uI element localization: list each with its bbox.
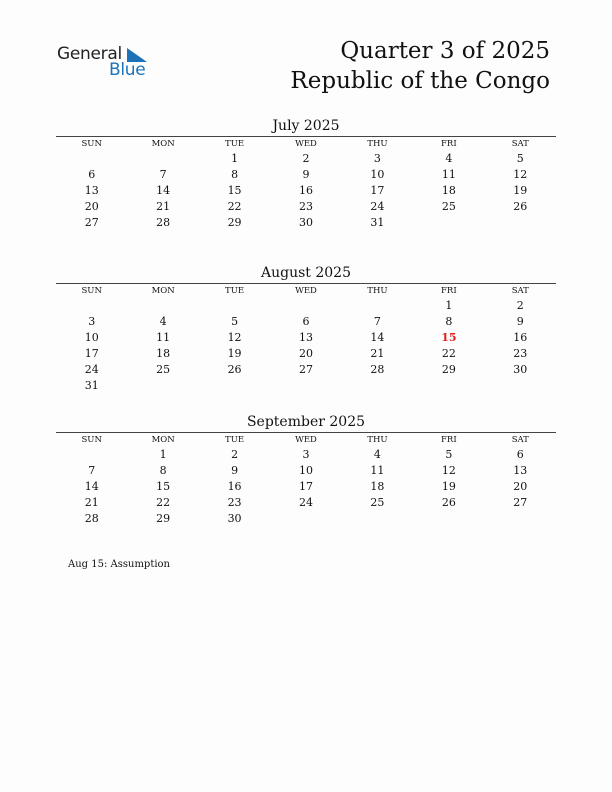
day-cell: 17 xyxy=(298,480,313,493)
day-cell: 30 xyxy=(513,363,528,376)
day-cell: 23 xyxy=(298,200,313,213)
day-cell: 13 xyxy=(84,184,99,197)
empty-day-cell xyxy=(413,215,484,231)
empty-day-cell xyxy=(342,298,413,314)
day-cell: 10 xyxy=(84,331,99,344)
day-cell: 29 xyxy=(441,363,456,376)
week-row xyxy=(56,183,556,199)
day-cell: 26 xyxy=(441,496,456,509)
empty-day-cell xyxy=(270,378,341,394)
day-cell: 15 xyxy=(441,331,457,344)
day-cell: 17 xyxy=(84,347,99,360)
day-cell: 10 xyxy=(370,168,385,181)
day-cell: 30 xyxy=(227,512,242,525)
day-cell: 4 xyxy=(445,152,453,165)
logo xyxy=(57,44,167,82)
weekday-label: FRI xyxy=(441,286,457,296)
weekday-label: SAT xyxy=(511,286,529,296)
week-row xyxy=(56,199,556,215)
day-cell: 3 xyxy=(373,152,381,165)
day-cell: 5 xyxy=(445,448,453,461)
day-cell: 18 xyxy=(370,480,385,493)
week-row xyxy=(56,298,556,314)
day-cell: 25 xyxy=(370,496,385,509)
day-cell: 16 xyxy=(513,331,528,344)
day-cell: 15 xyxy=(227,184,242,197)
day-cell: 27 xyxy=(298,363,313,376)
empty-day-cell xyxy=(413,511,484,527)
weekday-label: WED xyxy=(295,139,317,149)
weekday-label: TUE xyxy=(225,435,245,445)
day-cell: 2 xyxy=(516,299,524,312)
month-august xyxy=(56,264,556,394)
week-row xyxy=(56,463,556,479)
week-row xyxy=(56,362,556,378)
week-row xyxy=(56,495,556,511)
empty-day-cell xyxy=(485,378,556,394)
day-cell: 27 xyxy=(84,216,99,229)
weekday-label: TUE xyxy=(225,139,245,149)
empty-day-cell xyxy=(270,298,341,314)
week-row xyxy=(56,479,556,495)
holiday-notes xyxy=(68,559,170,570)
day-cell: 27 xyxy=(513,496,528,509)
week-row xyxy=(56,346,556,362)
empty-day-cell xyxy=(56,447,127,463)
day-cell: 31 xyxy=(370,216,385,229)
day-cell: 4 xyxy=(159,315,167,328)
day-cell: 7 xyxy=(159,168,167,181)
day-cell: 8 xyxy=(445,315,453,328)
week-row xyxy=(56,511,556,527)
day-cell: 25 xyxy=(156,363,171,376)
week-row xyxy=(56,215,556,231)
day-cell: 19 xyxy=(441,480,456,493)
day-cell: 6 xyxy=(302,315,310,328)
day-cell: 13 xyxy=(513,464,528,477)
weekday-header xyxy=(56,432,556,447)
day-cell: 30 xyxy=(298,216,313,229)
day-cell: 26 xyxy=(227,363,242,376)
day-cell: 9 xyxy=(231,464,239,477)
holiday-note: Aug 15: Assumption xyxy=(68,559,171,570)
empty-day-cell xyxy=(485,511,556,527)
day-cell: 9 xyxy=(516,315,524,328)
weekday-label: SUN xyxy=(81,139,102,149)
weekday-header xyxy=(56,283,556,298)
day-cell: 20 xyxy=(513,480,528,493)
day-cell: 16 xyxy=(227,480,242,493)
empty-day-cell xyxy=(56,298,127,314)
month-title: September 2025 xyxy=(246,414,366,430)
day-cell: 18 xyxy=(441,184,456,197)
day-cell: 17 xyxy=(370,184,385,197)
day-cell: 1 xyxy=(231,152,239,165)
day-cell: 12 xyxy=(227,331,242,344)
empty-day-cell xyxy=(199,378,270,394)
day-cell: 22 xyxy=(227,200,242,213)
month-july xyxy=(56,117,556,231)
week-row xyxy=(56,314,556,330)
weekday-label: SAT xyxy=(511,139,529,149)
weekday-label: FRI xyxy=(441,435,457,445)
day-cell: 28 xyxy=(156,216,171,229)
day-cell: 1 xyxy=(445,299,453,312)
week-row xyxy=(56,167,556,183)
day-cell: 12 xyxy=(513,168,528,181)
day-cell: 7 xyxy=(373,315,381,328)
day-cell: 28 xyxy=(370,363,385,376)
weekday-header xyxy=(56,136,556,151)
empty-day-cell xyxy=(342,511,413,527)
empty-day-cell xyxy=(127,298,198,314)
title-quarter: Quarter 3 of 2025 xyxy=(340,38,550,64)
month-title: August 2025 xyxy=(261,265,351,281)
day-cell: 14 xyxy=(156,184,171,197)
logo-text-blue: Blue xyxy=(109,60,146,80)
weekday-label: THU xyxy=(367,435,388,445)
day-cell: 16 xyxy=(298,184,313,197)
weekday-label: THU xyxy=(367,286,388,296)
weekday-label: TUE xyxy=(225,286,245,296)
day-cell: 22 xyxy=(441,347,456,360)
day-cell: 25 xyxy=(441,200,456,213)
day-cell: 22 xyxy=(156,496,171,509)
day-cell: 23 xyxy=(227,496,242,509)
day-cell: 4 xyxy=(373,448,381,461)
empty-day-cell xyxy=(56,151,127,167)
day-cell: 11 xyxy=(441,168,456,181)
day-cell: 14 xyxy=(370,331,385,344)
month-title: July 2025 xyxy=(272,118,340,134)
day-cell: 23 xyxy=(513,347,528,360)
day-cell: 15 xyxy=(156,480,171,493)
weekday-label: MON xyxy=(151,435,175,445)
weekday-label: SUN xyxy=(81,286,102,296)
empty-day-cell xyxy=(342,378,413,394)
day-cell: 6 xyxy=(88,168,96,181)
day-cell: 8 xyxy=(231,168,239,181)
empty-day-cell xyxy=(270,511,341,527)
day-cell: 21 xyxy=(370,347,385,360)
day-cell: 19 xyxy=(227,347,242,360)
day-cell: 29 xyxy=(227,216,242,229)
day-cell: 9 xyxy=(302,168,310,181)
day-cell: 21 xyxy=(84,496,99,509)
day-cell: 5 xyxy=(516,152,524,165)
day-cell: 14 xyxy=(84,480,99,493)
day-cell: 7 xyxy=(88,464,96,477)
day-cell: 8 xyxy=(159,464,167,477)
day-cell: 2 xyxy=(231,448,239,461)
day-cell: 19 xyxy=(513,184,528,197)
weekday-label: MON xyxy=(151,139,175,149)
day-cell: 24 xyxy=(298,496,313,509)
day-cell: 26 xyxy=(513,200,528,213)
page-title xyxy=(290,36,550,96)
weekday-label: FRI xyxy=(441,139,457,149)
day-cell: 20 xyxy=(298,347,313,360)
week-row xyxy=(56,151,556,167)
week-row xyxy=(56,378,556,394)
day-cell: 12 xyxy=(441,464,456,477)
weekday-label: SAT xyxy=(511,435,529,445)
day-cell: 29 xyxy=(156,512,171,525)
day-cell: 3 xyxy=(302,448,310,461)
day-cell: 13 xyxy=(298,331,313,344)
day-cell: 2 xyxy=(302,152,310,165)
empty-day-cell xyxy=(485,215,556,231)
title-country: Republic of the Congo xyxy=(290,68,550,94)
day-cell: 11 xyxy=(370,464,385,477)
day-cell: 18 xyxy=(156,347,171,360)
day-cell: 24 xyxy=(84,363,99,376)
day-cell: 1 xyxy=(159,448,167,461)
day-cell: 3 xyxy=(88,315,96,328)
day-cell: 20 xyxy=(84,200,99,213)
weekday-label: WED xyxy=(295,435,317,445)
week-row xyxy=(56,330,556,346)
empty-day-cell xyxy=(199,298,270,314)
day-cell: 24 xyxy=(370,200,385,213)
logo-text-general: General xyxy=(57,44,122,64)
weekday-label: WED xyxy=(295,286,317,296)
weekday-label: THU xyxy=(367,139,388,149)
empty-day-cell xyxy=(127,151,198,167)
day-cell: 6 xyxy=(516,448,524,461)
day-cell: 31 xyxy=(84,379,99,392)
day-cell: 5 xyxy=(231,315,239,328)
month-september xyxy=(56,413,556,527)
empty-day-cell xyxy=(127,378,198,394)
week-row xyxy=(56,447,556,463)
day-cell: 21 xyxy=(156,200,171,213)
weekday-label: MON xyxy=(151,286,175,296)
day-cell: 11 xyxy=(156,331,171,344)
day-cell: 28 xyxy=(84,512,99,525)
day-cell: 10 xyxy=(298,464,313,477)
empty-day-cell xyxy=(413,378,484,394)
weekday-label: SUN xyxy=(81,435,102,445)
